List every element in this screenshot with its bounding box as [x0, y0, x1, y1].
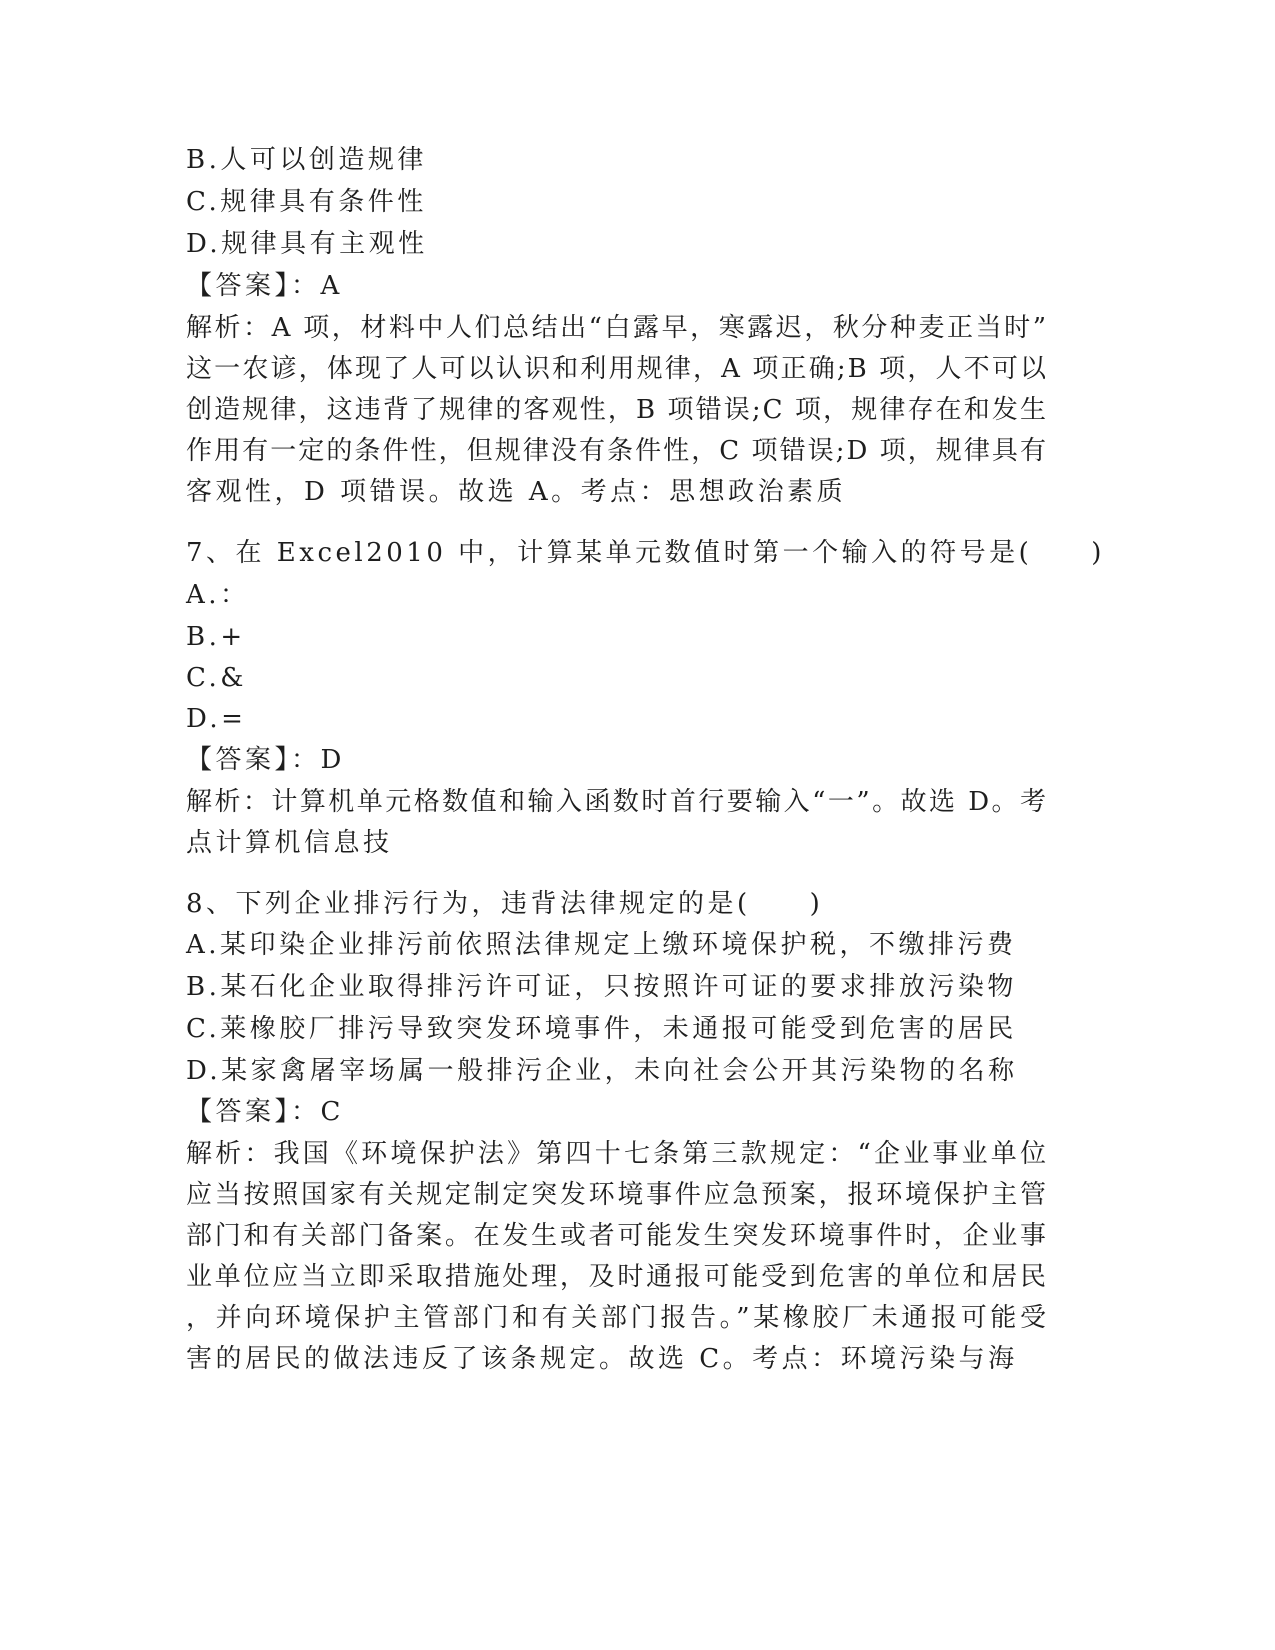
q6-option-c: C.规律具有条件性 — [186, 187, 427, 217]
q8-option-b: B.某石化企业取得排污许可证，只按照许可证的要求排放污染物 — [186, 972, 1017, 1002]
q8-explanation-line: 害的居民的做法违反了该条规定。故选 C。考点：环境污染与海 — [186, 1344, 1018, 1374]
q7-option-b: B.+ — [186, 622, 246, 652]
q7-question: 7、在 Excel2010 中，计算某单元数值时第一个输入的符号是( ) — [186, 538, 1105, 568]
q6-explanation-line: 作用有一定的条件性，但规律没有条件性，C 项错误;D 项，规律具有 — [186, 436, 1048, 466]
q7-explanation-line: 解析：计算机单元格数值和输入函数时首行要输入“一”。故选 D。考 — [186, 787, 1048, 817]
q6-explanation-line: 解析：A 项，材料中人们总结出“白露早，寒露迟，秋分种麦正当时” — [186, 313, 1048, 343]
q7-answer: 【答案】：D — [186, 745, 345, 775]
q6-answer: 【答案】：A — [186, 271, 343, 301]
q6-option-b: B.人可以创造规律 — [186, 145, 427, 175]
q8-explanation-line: 解析：我国《环境保护法》第四十七条第三款规定：“企业事业单位 — [186, 1139, 1048, 1169]
q7-option-a: A.： — [186, 580, 250, 610]
q8-option-c: C.莱橡胶厂排污导致突发环境事件，未通报可能受到危害的居民 — [186, 1014, 1017, 1044]
q8-explanation-line: 应当按照国家有关规定制定突发环境事件应急预案，报环境保护主管 — [186, 1180, 1048, 1210]
q6-explanation-line: 创造规律，这违背了规律的客观性，B 项错误;C 项，规律存在和发生 — [186, 395, 1048, 425]
q7-option-d: D.= — [186, 704, 247, 734]
q8-option-a: A.某印染企业排污前依照法律规定上缴环境保护税，不缴排污费 — [186, 930, 1017, 960]
q8-question: 8、下列企业排污行为，违背法律规定的是( ) — [186, 889, 824, 919]
q6-explanation-line: 客观性，D 项错误。故选 A。考点：思想政治素质 — [186, 477, 847, 507]
q8-option-d: D.某家禽屠宰场属一般排污企业，未向社会公开其污染物的名称 — [186, 1056, 1018, 1086]
q7-explanation-line: 点计算机信息技 — [186, 828, 393, 858]
q8-explanation-line: ，并向环境保护主管部门和有关部门报告。”某橡胶厂未通报可能受 — [186, 1303, 1048, 1333]
q7-option-c: C.& — [186, 663, 247, 693]
q6-option-d: D.规律具有主观性 — [186, 229, 428, 259]
q6-explanation-line: 这一农谚，体现了人可以认识和利用规律，A 项正确;B 项，人不可以 — [186, 354, 1048, 384]
q8-answer: 【答案】：C — [186, 1097, 344, 1127]
q8-explanation-line: 业单位应当立即采取措施处理，及时通报可能受到危害的单位和居民 — [186, 1262, 1048, 1292]
q8-explanation-line: 部门和有关部门备案。在发生或者可能发生突发环境事件时，企业事 — [186, 1221, 1048, 1251]
